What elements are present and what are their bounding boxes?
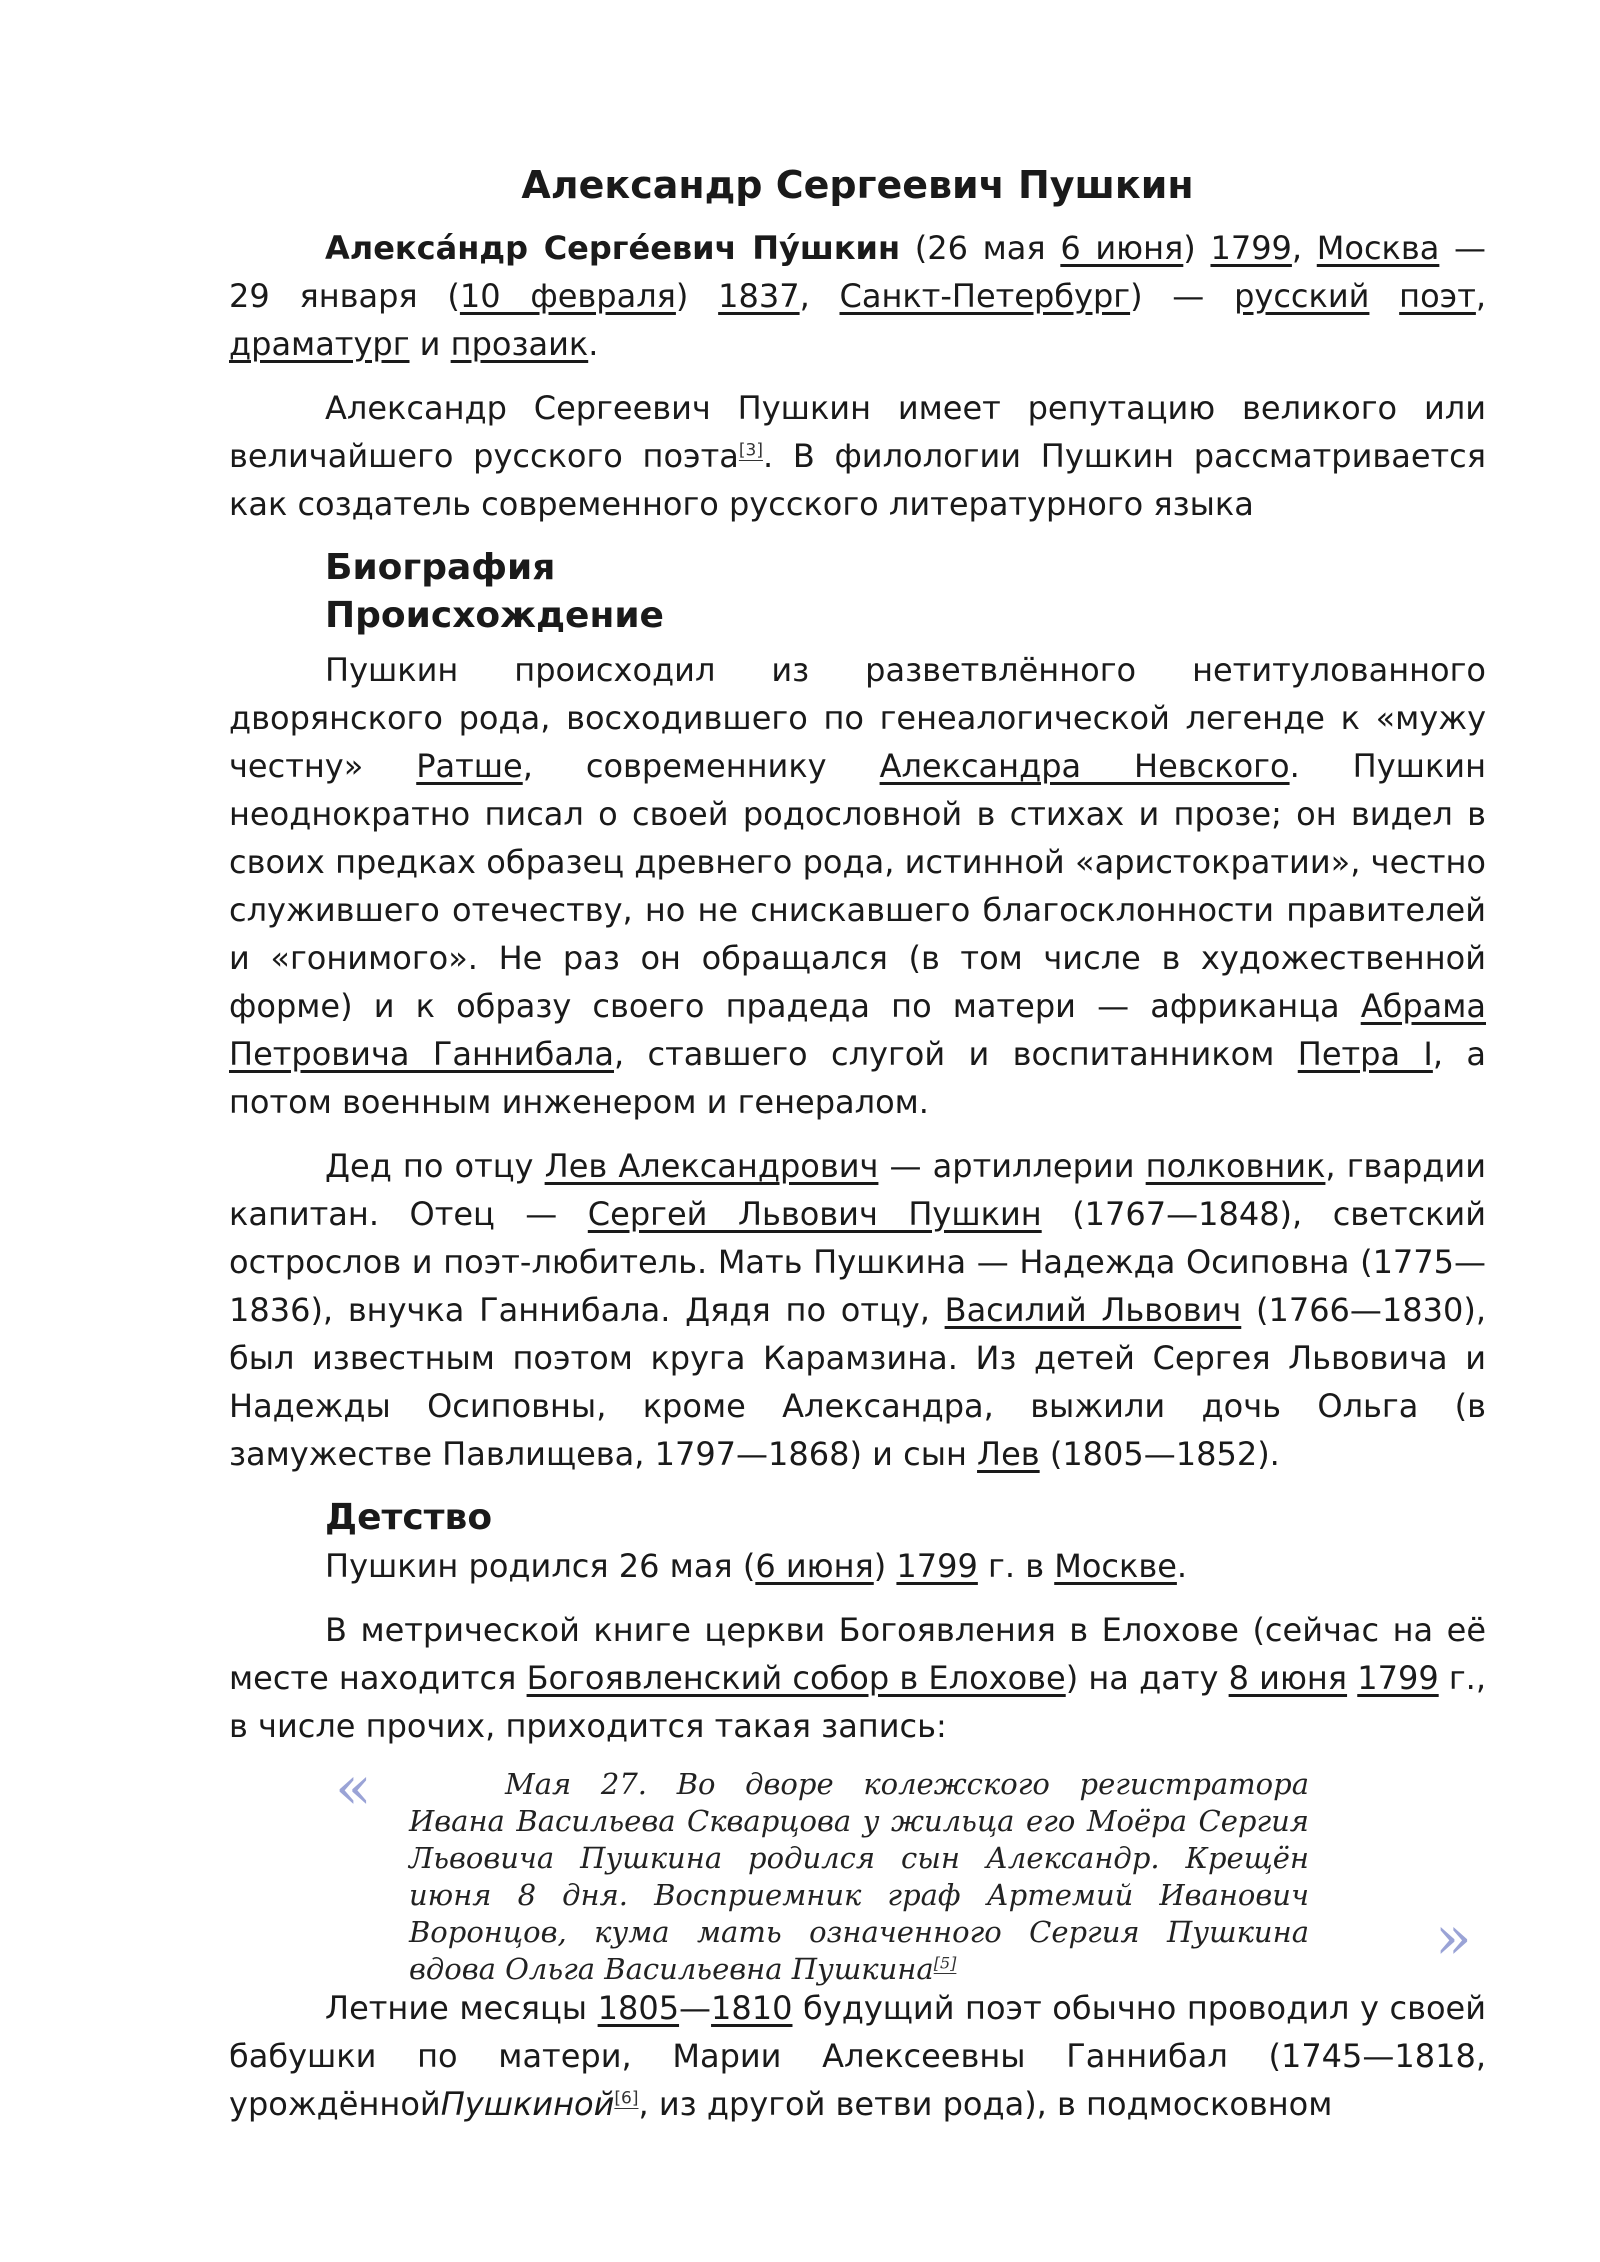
birth-paragraph bbox=[325, 1542, 1486, 1590]
intro-paragraph bbox=[229, 224, 1486, 368]
link-ratsha[interactable]: Ратше bbox=[416, 747, 523, 785]
text: , bbox=[799, 277, 840, 315]
footnote-ref bbox=[739, 440, 763, 460]
link-10-february[interactable]: 10 февраля bbox=[459, 277, 676, 315]
text: , современнику bbox=[522, 747, 880, 785]
italic-name: Пушкиной bbox=[440, 2085, 615, 2123]
text: , гвардии капитан. Отец — bbox=[229, 1147, 1487, 1233]
page-title: Александр Сергеевич Пушкин bbox=[521, 163, 1194, 207]
link-lev-alexandrovich[interactable]: Лев Александрович bbox=[544, 1147, 879, 1185]
text bbox=[1347, 1659, 1357, 1697]
link-1799[interactable]: 1799 bbox=[1357, 1659, 1439, 1697]
link-sergey-pushkin[interactable]: Сергей Львович Пушкин bbox=[587, 1195, 1042, 1233]
link-1805[interactable]: 1805 bbox=[597, 1989, 680, 2027]
text: — 29 января ( bbox=[229, 229, 1487, 315]
link-peter-i[interactable]: Петра I bbox=[1297, 1035, 1433, 1073]
text: . Пушкин неоднократно писал о своей родословной в стихах и прозе; он видел в своих предках образец древнего рода, истинной «аристократии», честно служившего отечеству, но не снискавшего благосклонности правителей и «гонимого». Не раз он обращался (в том числе в художественной форме) и к образу своего прадеда по матери — африканца bbox=[229, 747, 1487, 1025]
text: ) на дату bbox=[1065, 1659, 1229, 1697]
family-paragraph bbox=[229, 1142, 1486, 1478]
text: В метрической книге церкви Богоявления в Елохове (сейчас на её месте находится bbox=[229, 1611, 1486, 1697]
text: г., в числе прочих, приходится такая запись: bbox=[229, 1659, 1487, 1745]
text: ) bbox=[1183, 229, 1211, 267]
text: (1767—1848), светский острослов и поэт-любитель. Мать Пушкина — Надежда Осиповна (1775—1836), внучка Ганнибала. Дядя по отцу, bbox=[229, 1195, 1486, 1329]
link-poet[interactable]: поэт bbox=[1399, 277, 1476, 315]
text: ) bbox=[873, 1547, 897, 1585]
link-moscow[interactable]: Москва bbox=[1316, 229, 1440, 267]
footnote-link-5[interactable]: [5] bbox=[933, 1953, 957, 1973]
heading-biography: Биография bbox=[325, 547, 556, 588]
text: г. в bbox=[977, 1547, 1055, 1585]
summer-paragraph bbox=[229, 1984, 1486, 2128]
text: (1805—1852). bbox=[1039, 1435, 1280, 1473]
link-6-june[interactable]: 6 июня bbox=[1060, 229, 1184, 267]
heading-childhood: Детство bbox=[325, 1497, 493, 1538]
text: . bbox=[1176, 1547, 1188, 1585]
heading-origin: Происхождение bbox=[325, 595, 664, 636]
text: . bbox=[588, 325, 599, 363]
link-1799[interactable]: 1799 bbox=[1210, 229, 1292, 267]
text: Пушкин родился 26 мая ( bbox=[325, 1547, 756, 1585]
text: ) — bbox=[1130, 277, 1235, 315]
link-lev[interactable]: Лев bbox=[977, 1435, 1040, 1473]
text: — артиллерии bbox=[878, 1147, 1146, 1185]
link-colonel[interactable]: полковник bbox=[1145, 1147, 1326, 1185]
text: Летние месяцы bbox=[325, 1989, 598, 2027]
link-vasily-lvovich[interactable]: Василий Львович bbox=[944, 1291, 1242, 1329]
link-epiphany-cathedral[interactable]: Богоявленский собор в Елохове bbox=[526, 1659, 1066, 1697]
text: Дед по отцу bbox=[325, 1147, 545, 1185]
subject-name: Алекса́ндр Серге́евич Пу́шкин bbox=[325, 229, 901, 267]
footnote-ref bbox=[614, 2088, 638, 2108]
footnote-link-3[interactable]: [3] bbox=[738, 440, 763, 461]
blockquote bbox=[229, 1753, 1486, 1986]
open-quote-icon: « bbox=[335, 1753, 372, 1823]
link-1799[interactable]: 1799 bbox=[896, 1547, 978, 1585]
text bbox=[1369, 277, 1399, 315]
link-alexander-nevsky[interactable]: Александра Невского bbox=[879, 747, 1290, 785]
text: Пушкин происходил из разветвлённого нетитулованного дворянского рода, восходившего по генеалогической легенде к «мужу честну» bbox=[229, 651, 1486, 785]
text: , ставшего слугой и воспитанником bbox=[614, 1035, 1298, 1073]
text: — bbox=[679, 1989, 712, 2027]
text: ) bbox=[675, 277, 719, 315]
link-1810[interactable]: 1810 bbox=[711, 1989, 793, 2027]
text: Мая 27. Во дворе колежского регистратора Ивана Васильева Скварцова у жильца его Моёра Сергия Львовича Пушкина родился сын Александр. Крещён июня 8 дня. Восприемник граф Артемий Иванович Воронцов, кума мать означенного Сергия Пушкина вдова Ольга Васильевна Пушкина bbox=[409, 1767, 1309, 1986]
origin-paragraph bbox=[229, 646, 1486, 1126]
text: (1766—1830), был известным поэтом круга Карамзина. Из детей Сергея Львовича и Надежды Осиповны, кроме Александра, выжили дочь Ольга (в замужестве Павлищева, 1797—1868) и сын bbox=[229, 1291, 1487, 1473]
link-saint-petersburg[interactable]: Санкт-Петербург bbox=[839, 277, 1131, 315]
link-prosaist[interactable]: прозаик bbox=[450, 325, 589, 363]
close-quote-icon: » bbox=[1435, 1903, 1472, 1973]
footnote-link-6[interactable]: [6] bbox=[614, 2088, 639, 2109]
register-paragraph bbox=[229, 1606, 1486, 1750]
text: , bbox=[1475, 277, 1487, 315]
text: будущий поэт обычно проводил у своей бабушки по матери, Марии Алексеевны Ганнибал (1745—1818, урождённой bbox=[229, 1989, 1486, 2123]
text: , из другой ветви рода), в подмосковном bbox=[638, 2085, 1333, 2123]
text: (26 мая bbox=[900, 229, 1061, 267]
link-abram-hannibal[interactable]: Абрама Петровича Ганнибала bbox=[229, 987, 1486, 1073]
text: Александр Сергеевич Пушкин имеет репутацию великого или величайшего русского поэта bbox=[229, 389, 1486, 475]
link-russian[interactable]: русский bbox=[1234, 277, 1370, 315]
text: и bbox=[409, 325, 451, 363]
footnote-ref bbox=[934, 1953, 957, 1972]
text: . В филологии Пушкин рассматривается как создатель современного русского литературного языка bbox=[229, 437, 1487, 523]
text: , bbox=[1291, 229, 1317, 267]
quote-text bbox=[409, 1766, 1309, 1988]
link-1837[interactable]: 1837 bbox=[718, 277, 800, 315]
link-6-june[interactable]: 6 июня bbox=[755, 1547, 874, 1585]
link-dramatist[interactable]: драматург bbox=[229, 325, 410, 363]
reputation-paragraph bbox=[229, 384, 1486, 528]
link-moscow[interactable]: Москве bbox=[1054, 1547, 1177, 1585]
link-8-june[interactable]: 8 июня bbox=[1228, 1659, 1348, 1697]
text: , а потом военным инженером и генералом. bbox=[229, 1035, 1487, 1121]
